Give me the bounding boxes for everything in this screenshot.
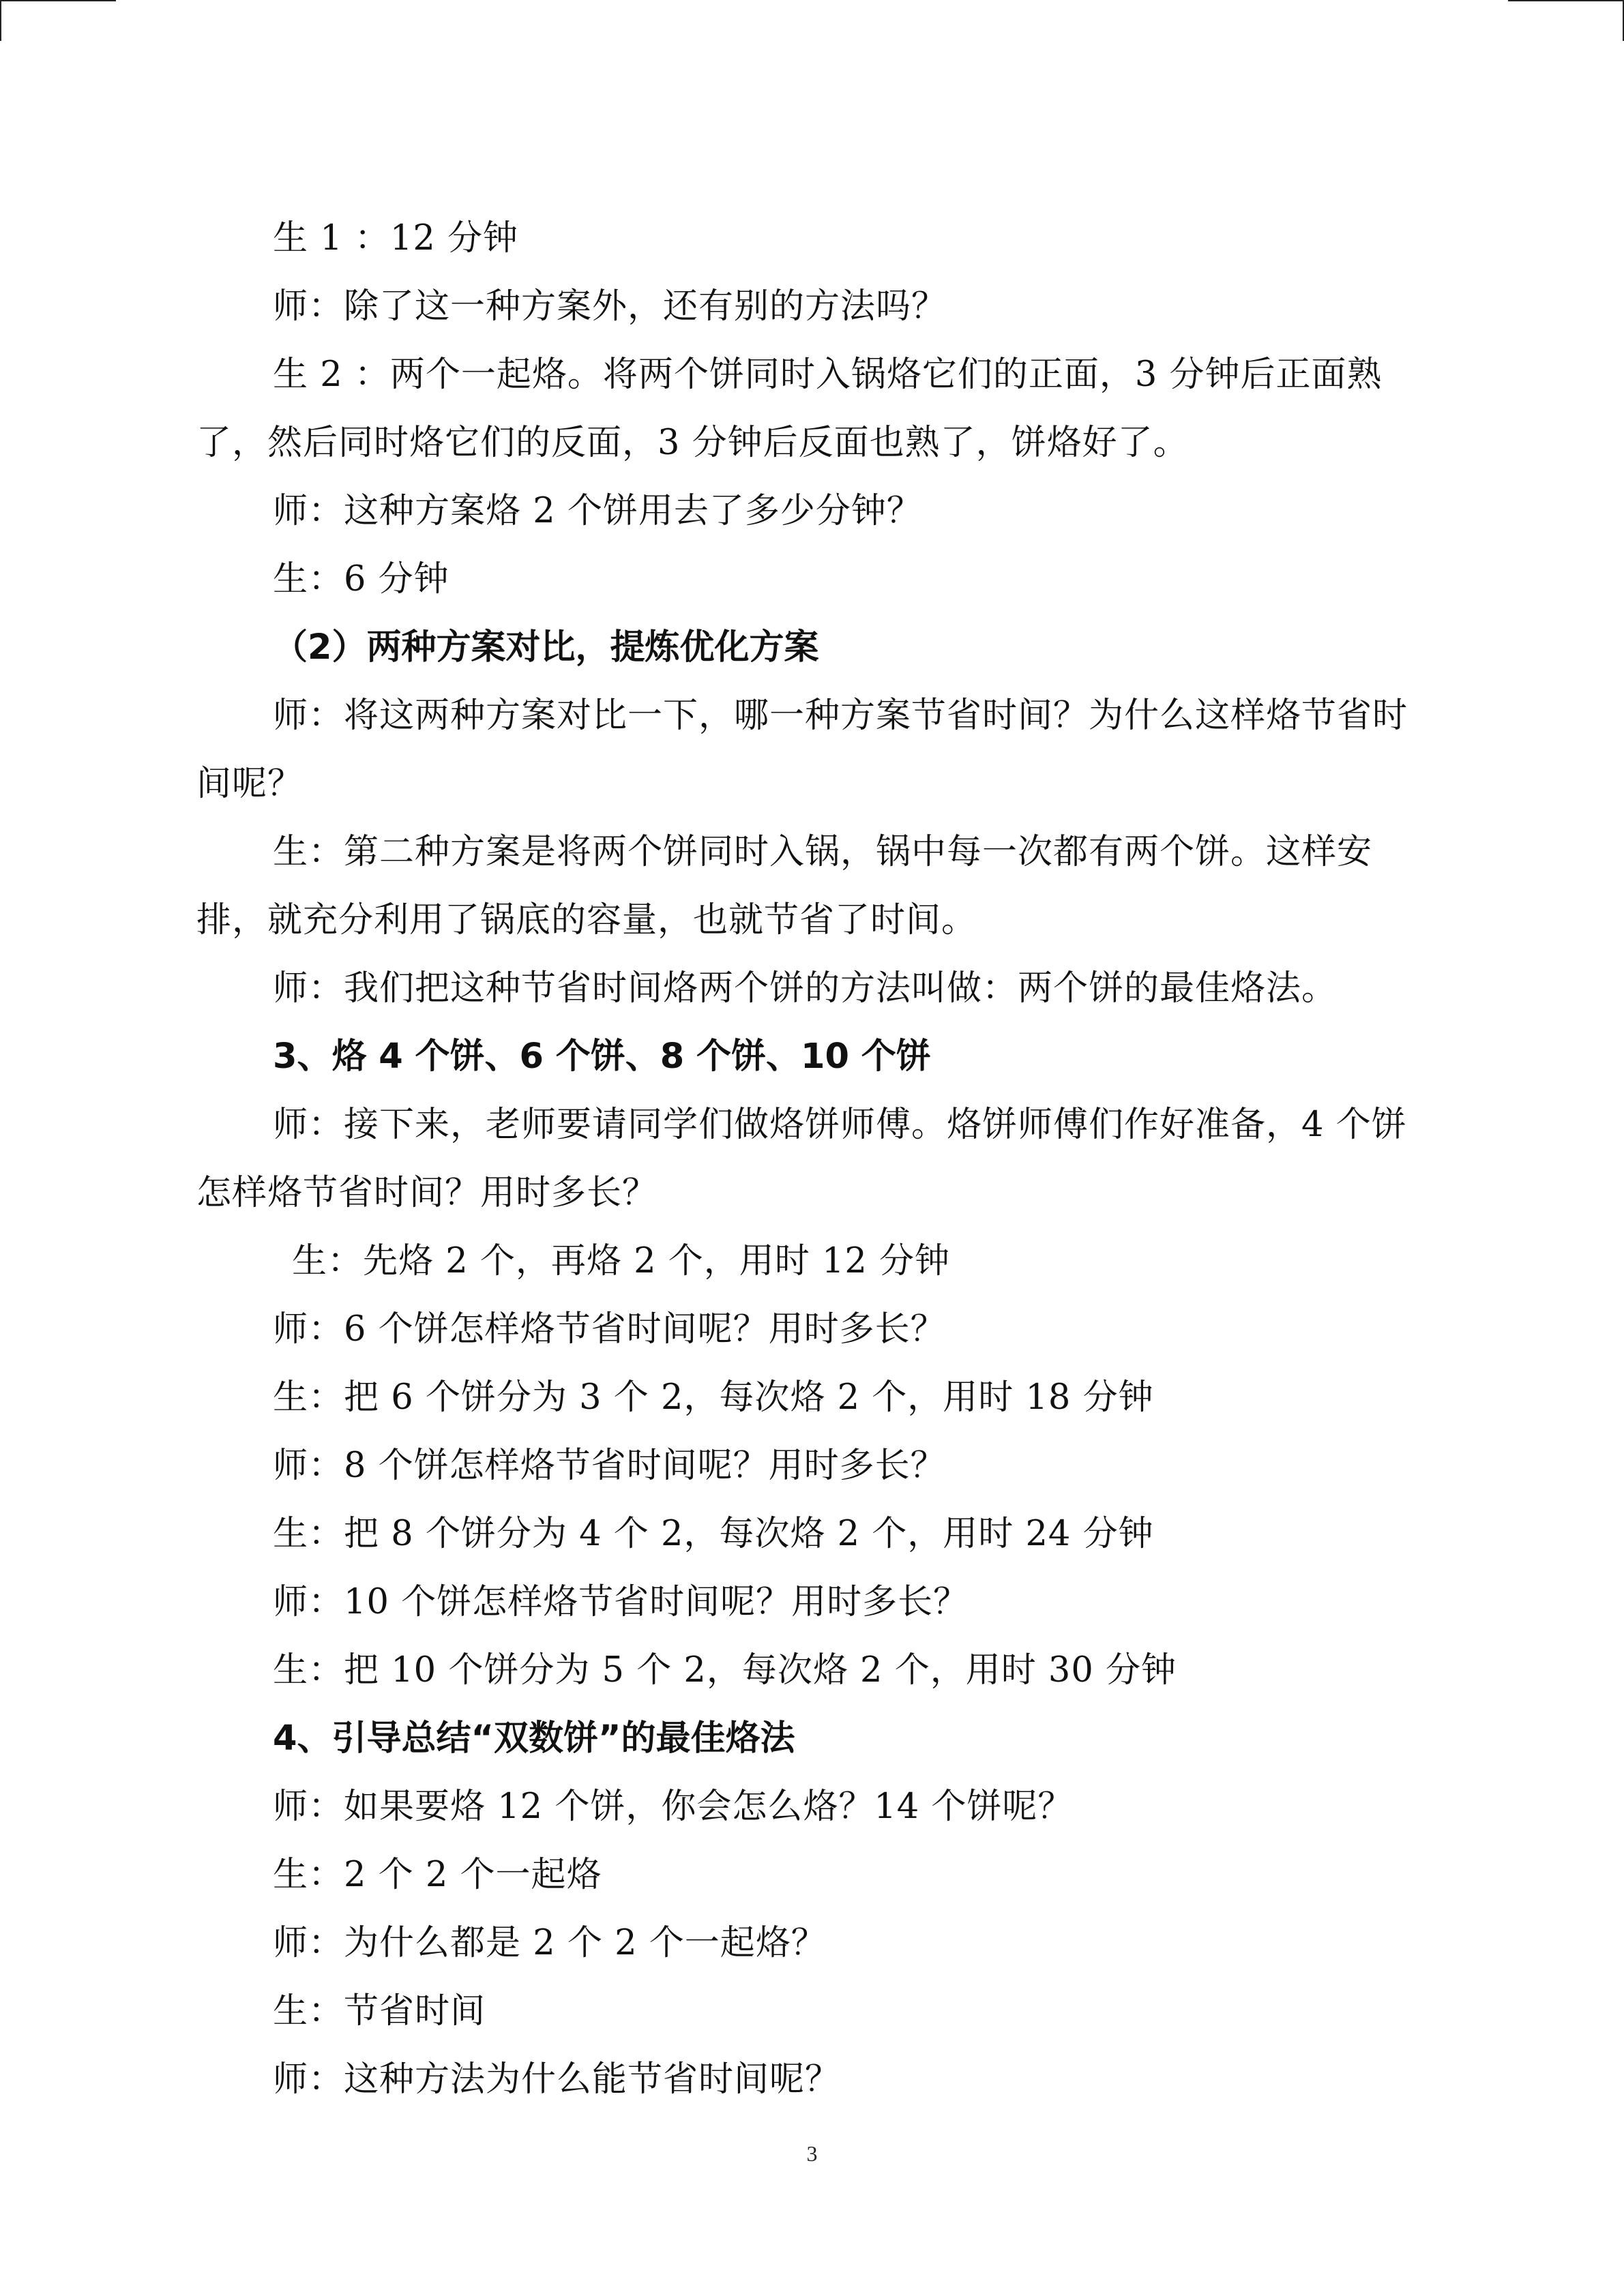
section-heading: （2）两种方案对比，提炼优化方案 xyxy=(273,627,819,668)
dialogue-line: 师：10 个饼怎样烙节省时间呢？用时多长？ xyxy=(273,1582,969,1622)
page-border-top-left xyxy=(0,0,116,1)
page-number: 3 xyxy=(806,2141,818,2166)
dialogue-line: 师：除了这一种方案外，还有别的方法吗？ xyxy=(273,286,947,327)
dialogue-line: 师：这种方案烙 2 个饼用去了多少分钟？ xyxy=(273,491,922,531)
dialogue-line: 师：为什么都是 2 个 2 个一起烙？ xyxy=(273,1923,827,1963)
dialogue-line: 生：把 6 个饼分为 3 个 2，每次烙 2 个，用时 18 分钟 xyxy=(273,1377,1154,1418)
dialogue-line: 生：先烙 2 个，再烙 2 个，用时 12 分钟 xyxy=(292,1241,951,1281)
section-heading: 4、引导总结“双数饼”的最佳烙法 xyxy=(273,1718,795,1759)
dialogue-line: 生：6 分钟 xyxy=(273,559,449,599)
dialogue-line: 师：6 个饼怎样烙节省时间呢？用时多长？ xyxy=(273,1309,946,1350)
dialogue-line: 生：把 8 个饼分为 4 个 2，每次烙 2 个，用时 24 分钟 xyxy=(273,1514,1154,1554)
dialogue-line: 生：把 10 个饼分为 5 个 2，每次烙 2 个，用时 30 分钟 xyxy=(273,1650,1177,1690)
document-body xyxy=(196,205,1424,2114)
dialogue-line: 师：我们把这种节省时间烙两个饼的方法叫做：两个饼的最佳烙法。 xyxy=(273,968,1338,1009)
dialogue-line: 师：如果要烙 12 个饼，你会怎么烙？14 个饼呢？ xyxy=(273,1787,1074,1827)
page-border-top-right xyxy=(1508,0,1624,1)
dialogue-line: 生 1 ：12 分钟 xyxy=(273,218,518,258)
dialogue-line: 生：2 个 2 个一起烙 xyxy=(273,1855,602,1895)
dialogue-line: 师：接下来，老师要请同学们做烙饼师傅。烙饼师傅们作好准备，4 个饼怎样烙节省时间？用时多长？ xyxy=(196,1105,1407,1213)
dialogue-line: 师：8 个饼怎样烙节省时间呢？用时多长？ xyxy=(273,1446,946,1486)
dialogue-line: 生 2 ：两个一起烙。将两个饼同时入锅烙它们的正面，3 分钟后正面熟了，然后同时烙它们的反面，3 分钟后反面也熟了，饼烙好了。 xyxy=(196,355,1383,463)
dialogue-line: 师：将这两种方案对比一下，哪一种方案节省时间？为什么这样烙节省时间呢？ xyxy=(196,696,1408,804)
dialogue-line: 生：节省时间 xyxy=(273,1991,486,2031)
dialogue-line: 师：这种方法为什么能节省时间呢？ xyxy=(273,2059,841,2100)
page-border-left xyxy=(0,0,1,41)
dialogue-line: 生：第二种方案是将两个饼同时入锅，锅中每一次都有两个饼。这样安排，就充分利用了锅底的容量，也就节省了时间。 xyxy=(196,832,1373,940)
section-heading: 3、烙 4 个饼、6 个饼、8 个饼、10 个饼 xyxy=(273,1037,931,1077)
